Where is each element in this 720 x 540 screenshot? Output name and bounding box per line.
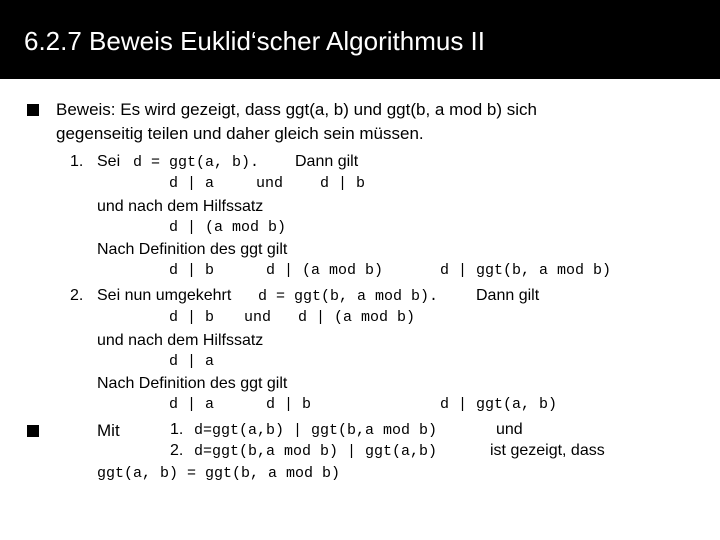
step2-sei: Sei nun umgekehrt (97, 287, 232, 304)
step1-relation-d-b: d | b (320, 175, 366, 192)
mit-item1-number: 1. (170, 421, 184, 438)
step1-final-d-amodb: d | (a mod b) (266, 262, 384, 279)
mit-item1-und: und (496, 421, 523, 438)
step2-definition-ggt: Nach Definition des ggt gilt (97, 375, 288, 392)
step2-number: 2. (70, 287, 84, 304)
slide-title: 6.2.7 Beweis Euklid‘scher Algorithmus II (24, 26, 485, 56)
step2-relation-d-b: d | b (169, 309, 215, 326)
step2-dann-gilt: Dann gilt (476, 287, 540, 304)
mit-item1-code: d=ggt(a,b) | ggt(b,a mod b) (194, 422, 438, 439)
mit-label: Mit (97, 421, 120, 440)
step2-final-d-ggt: d | ggt(a, b) (440, 396, 558, 413)
mit-item2-number: 2. (170, 442, 184, 459)
step1-definition-code: d = ggt(a, b). (133, 154, 260, 171)
step1-hilfssatz: und nach dem Hilfssatz (97, 198, 264, 215)
step1-relation-und: und (256, 175, 284, 192)
step2-final-d-b: d | b (266, 396, 312, 413)
step2-relation-und: und (244, 309, 272, 326)
step2-hilfssatz: und nach dem Hilfssatz (97, 332, 264, 349)
bullet-square-icon (27, 425, 39, 437)
title-bar (0, 0, 720, 79)
mit-item2-text: ist gezeigt, dass (490, 442, 605, 459)
step1-sei: Sei (97, 153, 121, 170)
step2-final-d-a: d | a (169, 396, 215, 413)
step1-number: 1. (70, 153, 84, 170)
intro-line-1: Beweis: Es wird gezeigt, dass ggt(a, b) und ggt(b, a mod b) sich (56, 100, 537, 119)
step2-relation-d-a: d | a (169, 353, 215, 370)
step1-dann-gilt: Dann gilt (295, 153, 359, 170)
step1-final-d-ggt: d | ggt(b, a mod b) (440, 262, 612, 279)
step2-relation-d-amodb: d | (a mod b) (298, 309, 416, 326)
bullet-square-icon (27, 104, 39, 116)
intro-line-2: gegenseitig teilen und daher gleich sein müssen. (56, 124, 424, 143)
step1-definition-ggt: Nach Definition des ggt gilt (97, 241, 288, 258)
step1-relation-amodb: d | (a mod b) (169, 219, 287, 236)
step2-definition-code: d = ggt(b, a mod b). (258, 288, 439, 305)
step1-final-d-b: d | b (169, 262, 215, 279)
conclusion-equation: ggt(a, b) = ggt(b, a mod b) (97, 465, 341, 482)
mit-item2-code: d=ggt(b,a mod b) | ggt(a,b) (194, 443, 438, 460)
step1-relation-d-a: d | a (169, 175, 215, 192)
